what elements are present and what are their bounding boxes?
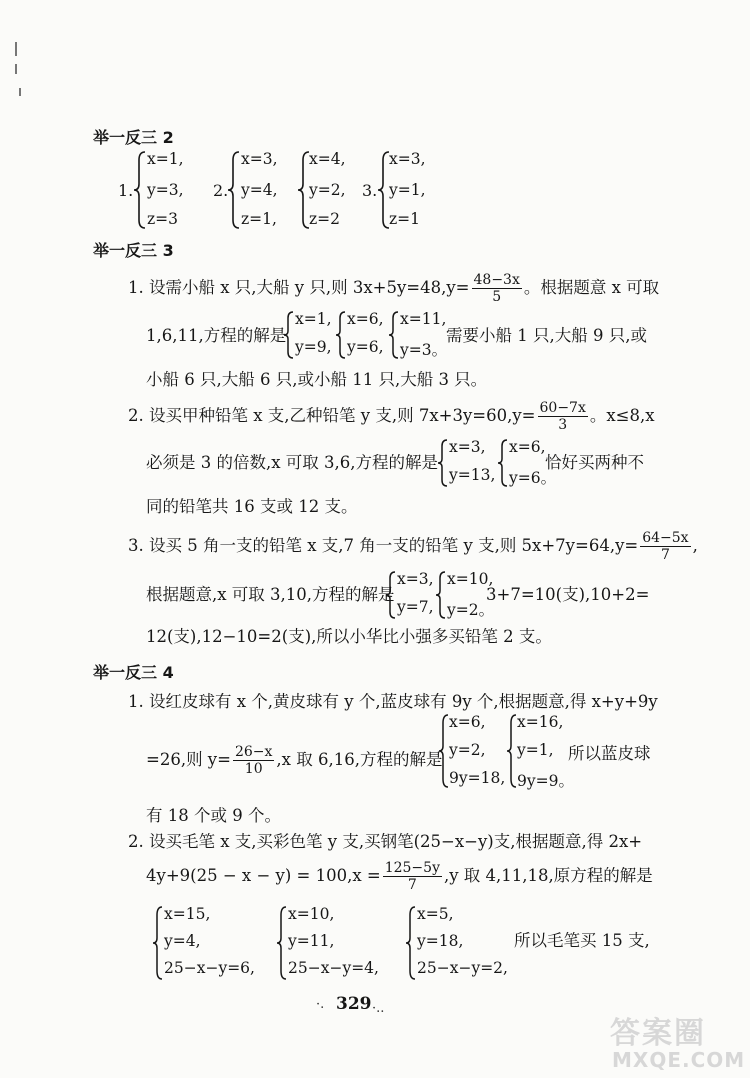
equation: y=2, bbox=[309, 181, 346, 199]
equation: x=16, bbox=[517, 713, 564, 731]
item-number: 2. bbox=[213, 181, 229, 200]
problem-line: 3+7=10(支),10+2= bbox=[486, 585, 650, 604]
fraction: $\frac{48-3x}{5}$ bbox=[473, 272, 520, 305]
equation: x=3, bbox=[397, 570, 434, 588]
equation: 9y=9。 bbox=[517, 772, 574, 790]
equation: 25−x−y=4, bbox=[288, 959, 379, 977]
equation: z=1 bbox=[389, 210, 421, 228]
brace-icon bbox=[385, 570, 397, 620]
equation: y=13, bbox=[449, 466, 496, 484]
equation-system bbox=[283, 310, 343, 360]
equation: y=4, bbox=[241, 181, 278, 199]
text: 。根据题意 x 可取 bbox=[523, 278, 660, 297]
problem-line: 恰好买两种不 bbox=[545, 453, 644, 472]
equation: x=4, bbox=[309, 150, 346, 168]
brace-icon bbox=[388, 310, 400, 360]
equation-system bbox=[405, 905, 525, 985]
equation: y=3。 bbox=[400, 341, 448, 359]
equation: y=7, bbox=[397, 598, 434, 616]
fraction: $\frac{125-5y}{7}$ bbox=[384, 860, 440, 893]
brace-icon bbox=[405, 905, 417, 981]
problem-line: 小船 6 只,大船 6 只,或小船 11 只,大船 3 只。 bbox=[146, 370, 488, 389]
equation: x=15, bbox=[164, 905, 211, 923]
page-number-dots-right: ·.. bbox=[372, 1001, 385, 1016]
text: ,x 取 6,16,方程的解是 bbox=[276, 750, 443, 769]
brace-icon bbox=[276, 905, 288, 981]
brace-icon bbox=[437, 438, 449, 488]
text: 4y+9(25 − x − y) = 100,x = bbox=[146, 866, 381, 885]
equation-system bbox=[152, 905, 272, 985]
text: 1. 设需小船 x 只,大船 y 只,则 3x+5y=48,y= bbox=[128, 278, 470, 297]
brace-icon bbox=[283, 310, 295, 360]
problem-line bbox=[146, 860, 653, 893]
section-heading-4: 举一反三 4 bbox=[93, 663, 174, 682]
brace-icon bbox=[335, 310, 347, 360]
problem-line bbox=[128, 530, 698, 563]
problem-line: 必须是 3 的倍数,x 可取 3,6,方程的解是 bbox=[146, 453, 439, 472]
item-number: 3. bbox=[362, 181, 378, 200]
equation-system bbox=[133, 150, 213, 240]
equation-system bbox=[437, 438, 497, 488]
scan-edge-mark bbox=[15, 64, 17, 74]
equation-system bbox=[276, 905, 396, 985]
problem-line: 需要小船 1 只,大船 9 只,或 bbox=[446, 326, 647, 345]
page-number-dots-left: ·. bbox=[316, 997, 325, 1012]
equation: y=3, bbox=[147, 181, 184, 199]
problem-line: 1,6,11,方程的解是 bbox=[146, 326, 287, 345]
equation: z=2 bbox=[309, 210, 341, 228]
equation: y=9, bbox=[295, 338, 332, 356]
text: =26,则 y= bbox=[146, 750, 231, 769]
equation: x=10, bbox=[447, 570, 494, 588]
equation: y=1, bbox=[517, 741, 554, 759]
equation: x=10, bbox=[288, 905, 335, 923]
problem-line bbox=[128, 400, 655, 433]
equation: x=1, bbox=[295, 310, 332, 328]
text: 3. 设买 5 角一支的铅笔 x 支,7 角一支的铅笔 y 支,则 5x+7y=64,y= bbox=[128, 536, 639, 555]
item-number: 1. bbox=[118, 181, 134, 200]
brace-icon bbox=[152, 905, 164, 981]
problem-line: 所以毛笔买 15 支, bbox=[514, 931, 650, 950]
watermark-logo: 答案圈 bbox=[610, 1016, 706, 1051]
equation: y=2, bbox=[449, 741, 486, 759]
fraction: $\frac{64-5x}{7}$ bbox=[642, 530, 689, 563]
problem-line: 2. 设买毛笔 x 支,买彩色笔 y 支,买钢笔(25−x−y)支,根据题意,得 2x+ bbox=[128, 832, 643, 851]
equation-system bbox=[388, 310, 448, 360]
equation-system bbox=[227, 150, 307, 240]
fraction: $\frac{26-x}{10}$ bbox=[234, 744, 273, 777]
problem-line: 同的铅笔共 16 支或 12 支。 bbox=[146, 497, 358, 516]
watermark-logo: MXQE.COM bbox=[612, 1048, 746, 1072]
text: 2. 设买甲种铅笔 x 支,乙种铅笔 y 支,则 7x+3y=60,y= bbox=[128, 406, 536, 425]
section-heading-3: 举一反三 3 bbox=[93, 241, 174, 260]
equation: x=11, bbox=[400, 310, 447, 328]
equation: x=6, bbox=[509, 438, 546, 456]
equation: x=6, bbox=[449, 713, 486, 731]
brace-icon bbox=[227, 150, 241, 230]
equation: z=3 bbox=[147, 210, 179, 228]
equation: y=18, bbox=[417, 932, 464, 950]
problem-line bbox=[146, 744, 442, 777]
equation: x=1, bbox=[147, 150, 184, 168]
section-heading-2: 举一反三 2 bbox=[93, 128, 174, 147]
brace-icon bbox=[435, 570, 447, 620]
scan-edge-mark bbox=[19, 88, 21, 96]
equation: y=6, bbox=[347, 338, 384, 356]
equation: y=2。 bbox=[447, 601, 495, 619]
problem-line: 有 18 个或 9 个。 bbox=[146, 806, 281, 825]
problem-line: 12(支),12−10=2(支),所以小华比小强多买铅笔 2 支。 bbox=[146, 627, 552, 646]
equation: x=5, bbox=[417, 905, 454, 923]
scan-edge-mark bbox=[15, 42, 17, 56]
equation: y=6。 bbox=[509, 469, 557, 487]
equation-system bbox=[335, 310, 395, 360]
equation: y=11, bbox=[288, 932, 335, 950]
brace-icon bbox=[133, 150, 147, 230]
equation: 25−x−y=6, bbox=[164, 959, 255, 977]
text: , bbox=[692, 536, 698, 555]
equation: y=1, bbox=[389, 181, 426, 199]
equation-system bbox=[377, 150, 457, 240]
equation: x=3, bbox=[389, 150, 426, 168]
problem-line: 所以蓝皮球 bbox=[568, 744, 651, 763]
problem-line: 1. 设红皮球有 x 个,黄皮球有 y 个,蓝皮球有 9y 个,根据题意,得 x+y+9y bbox=[128, 692, 658, 711]
equation: x=3, bbox=[449, 438, 486, 456]
fraction: $\frac{60-7x}{3}$ bbox=[539, 400, 586, 433]
equation: y=4, bbox=[164, 932, 201, 950]
problem-line: 根据题意,x 可取 3,10,方程的解是 bbox=[146, 585, 395, 604]
equation-system bbox=[438, 713, 508, 793]
problem-line bbox=[128, 272, 659, 305]
page-number: 329 bbox=[336, 994, 372, 1014]
brace-icon bbox=[497, 438, 509, 488]
equation: 9y=18, bbox=[449, 769, 506, 787]
equation-system bbox=[506, 713, 576, 793]
equation: x=3, bbox=[241, 150, 278, 168]
equation: z=1, bbox=[241, 210, 277, 228]
text: 。x≤8,x bbox=[589, 406, 655, 425]
equation: x=6, bbox=[347, 310, 384, 328]
equation: 25−x−y=2, bbox=[417, 959, 508, 977]
text: ,y 取 4,11,18,原方程的解是 bbox=[443, 866, 653, 885]
